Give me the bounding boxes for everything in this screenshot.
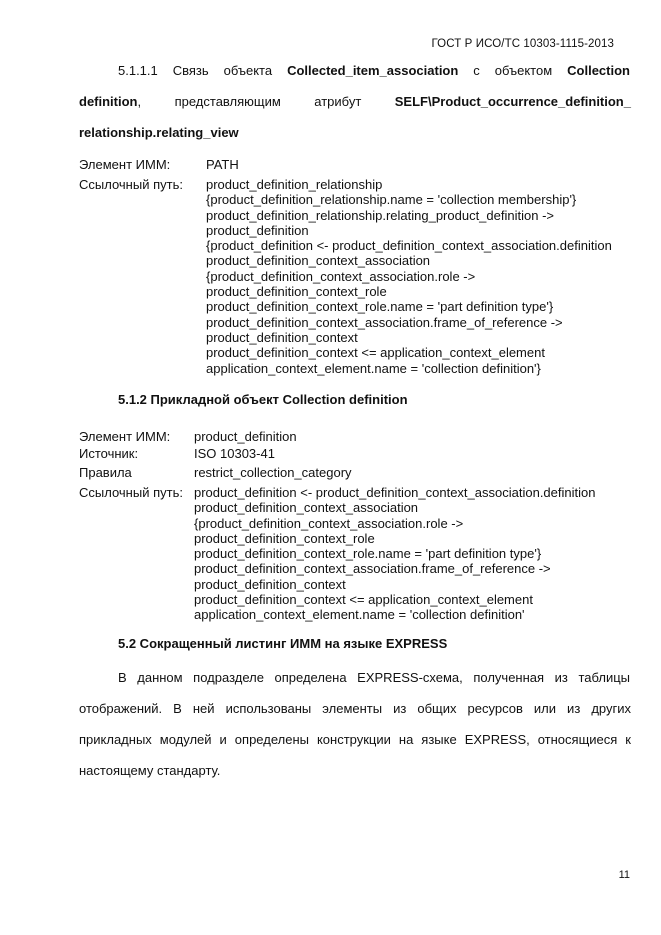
reference-path-line: product_definition_context_role.name = 'part definition type'} — [206, 299, 554, 315]
reference-path-line: product_definition — [206, 222, 309, 238]
element-value: PATH — [206, 157, 239, 172]
rules-label: Правила — [79, 465, 132, 480]
section-52-heading: 5.2 Сокращенный листинг ИММ на языке EXPRESS — [118, 636, 448, 651]
section-5111-line3: relationship.relating_view — [79, 125, 239, 140]
body-line: В данном подразделе определена EXPRESS-схема, полученная из таблицы — [118, 670, 630, 685]
element-value: product_definition — [194, 429, 297, 444]
reference-path-line: product_definition_context_association — [206, 253, 431, 269]
word: объекта — [223, 63, 273, 78]
reference-path-line: {product_definition_context_association.role -> — [194, 515, 464, 531]
word: представляющим — [174, 94, 281, 109]
section-512-heading: 5.1.2 Прикладной объект Collection definition — [118, 392, 408, 407]
comma: , — [137, 94, 142, 109]
body-line: отображений. В ней использованы элементы из общих ресурсов или из других — [79, 701, 631, 716]
page-number: 11 — [618, 869, 630, 881]
body-line: настоящему стандарту. — [79, 763, 221, 778]
reference-path-line: product_definition_context — [194, 576, 346, 592]
attribute-path: SELF\Product_occurrence_definition_ — [394, 94, 631, 109]
reference-path-line: product_definition_context_association — [194, 500, 419, 516]
reference-path-line: application_context_element.name = 'collection definition'} — [206, 360, 541, 376]
entity-name: Collection — [567, 63, 630, 78]
rules-value: restrict_collection_category — [194, 465, 352, 480]
reference-path-line: {product_definition_relationship.name = 'collection membership'} — [206, 192, 577, 208]
source-value: ISO 10303-41 — [194, 446, 275, 461]
source-label: Источник: — [79, 446, 139, 461]
reference-path-lines — [206, 177, 612, 376]
reference-path-line: product_definition_context_role — [206, 284, 387, 300]
reference-path-line: {product_definition <- product_definition_context_association.definition — [206, 238, 612, 254]
element-label: Элемент ИММ: — [79, 157, 171, 172]
reference-path-line: product_definition_context_association.frame_of_reference -> — [206, 314, 563, 330]
reference-path-line: product_definition_context_association.frame_of_reference -> — [194, 561, 551, 577]
reference-path-line: application_context_element.name = 'collection definition' — [194, 607, 525, 623]
reference-path-line: product_definition_context_role.name = 'part definition type'} — [194, 546, 542, 562]
section-5111-line2 — [79, 94, 631, 109]
word: с — [473, 63, 480, 78]
entity-name: definition — [79, 94, 138, 109]
reference-path-line: product_definition_context <= application_context_element — [194, 592, 533, 608]
body-line: прикладных модулей и определены конструкции на языке EXPRESS, относящиеся к — [79, 732, 631, 747]
reference-path-label: Ссылочный путь: — [79, 177, 183, 192]
word: объектом — [494, 63, 553, 78]
clause-number: 5.1.1.1 — [118, 63, 158, 78]
reference-path-lines — [194, 485, 595, 623]
word: атрибут — [314, 94, 362, 109]
word: Связь — [172, 63, 209, 78]
reference-path-line: product_definition_context — [206, 329, 358, 345]
reference-path-line: product_definition_relationship — [206, 177, 383, 192]
reference-path-label: Ссылочный путь: — [79, 485, 183, 500]
reference-path-line: product_definition_context <= application_context_element — [206, 345, 545, 361]
entity-name: Collected_item_association — [287, 63, 459, 78]
reference-path-line: {product_definition_context_association.role -> — [206, 268, 476, 284]
reference-path-line: product_definition_relationship.relating_product_definition -> — [206, 207, 554, 223]
reference-path-line: product_definition_context_role — [194, 530, 375, 546]
document-header: ГОСТ Р ИСО/ТС 10303-1115-2013 — [431, 38, 614, 50]
section-5111-line1 — [118, 63, 630, 78]
reference-path-line: product_definition <- product_definition_context_association.definition — [194, 485, 596, 500]
element-label: Элемент ИММ: — [79, 429, 171, 444]
